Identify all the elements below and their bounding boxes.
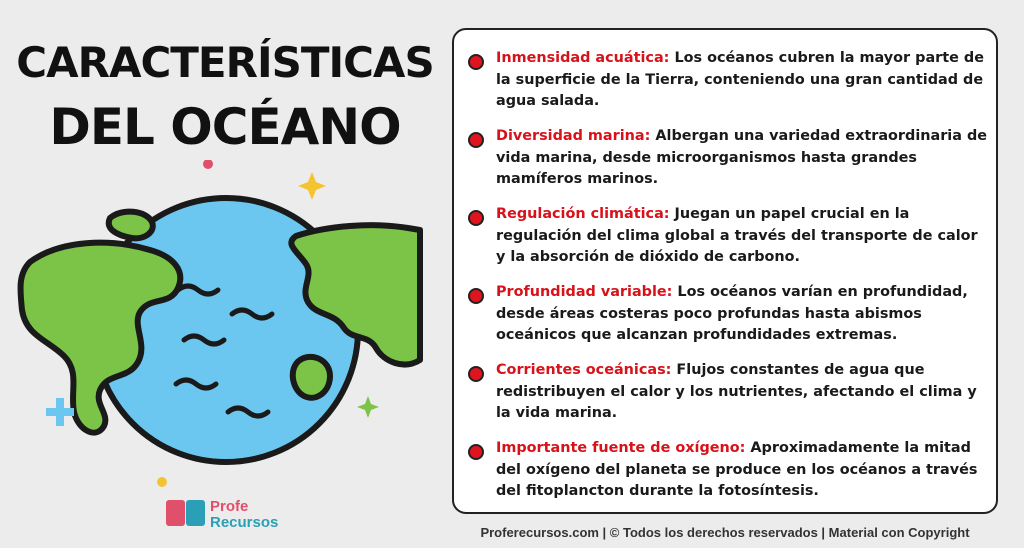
item-term: Profundidad variable:: [496, 284, 673, 300]
list-item: [468, 438, 988, 503]
item-text: Los océanos cubren la mayor parte de la superficie de la Tierra, conteniendo una gran cantidad de agua salada.: [496, 50, 984, 109]
sparkle-icon: [298, 172, 326, 200]
bullet-icon: [468, 444, 484, 460]
plus-icon: [46, 398, 74, 426]
item-text: Aproximadamente la mitad del oxígeno del planeta se produce en los océanos a través del fitoplancton durante la fotosíntesis.: [496, 440, 978, 499]
list-item: [468, 360, 988, 425]
logo-text-profe: Profe: [210, 498, 249, 515]
globe-illustration: [0, 160, 450, 500]
page-title-line1: CARACTERÍSTICAS: [16, 38, 434, 87]
bullet-icon: [468, 132, 484, 148]
item-term: Regulación climática:: [496, 206, 670, 222]
list-item: [468, 204, 988, 269]
bullet-icon: [468, 366, 484, 382]
item-term: Importante fuente de oxígeno:: [496, 440, 746, 456]
bullet-icon: [468, 54, 484, 70]
sparkle-icon: [357, 396, 379, 418]
item-text: Los océanos varían en profundidad, desde áreas costeras poco profundas hasta abismos oceánicos que alcanzan profundidades extremas.: [496, 284, 968, 343]
logo-text-recursos: Recursos: [210, 514, 279, 531]
item-term: Inmensidad acuática:: [496, 50, 670, 66]
characteristics-card: [452, 28, 998, 514]
item-term: Diversidad marina:: [496, 128, 651, 144]
list-item: [468, 126, 988, 191]
page-title-line2: DEL OCÉANO: [49, 98, 401, 156]
dot-icon: [157, 477, 167, 487]
dot-icon: [203, 160, 213, 169]
item-term: Corrientes oceánicas:: [496, 362, 672, 378]
profe-recursos-logo: [166, 498, 206, 528]
item-text: Albergan una variedad extraordinaria de vida marina, desde microorganismos hasta grandes mamíferos marinos.: [496, 128, 988, 187]
bullet-icon: [468, 210, 484, 226]
item-text: Juegan un papel crucial en la regulación del clima global a través del transporte de calor y la absorción de dióxido de carbono.: [496, 206, 978, 265]
list-item: [468, 282, 988, 347]
item-text: Flujos constantes de agua que redistribuyen el calor y los nutrientes, afectando el clima y la vida marina.: [496, 362, 977, 421]
bullet-icon: [468, 288, 484, 304]
footer-copyright: Proferecursos.com | © Todos los derechos reservados | Material con Copyright: [480, 525, 970, 540]
list-item: [468, 48, 988, 113]
